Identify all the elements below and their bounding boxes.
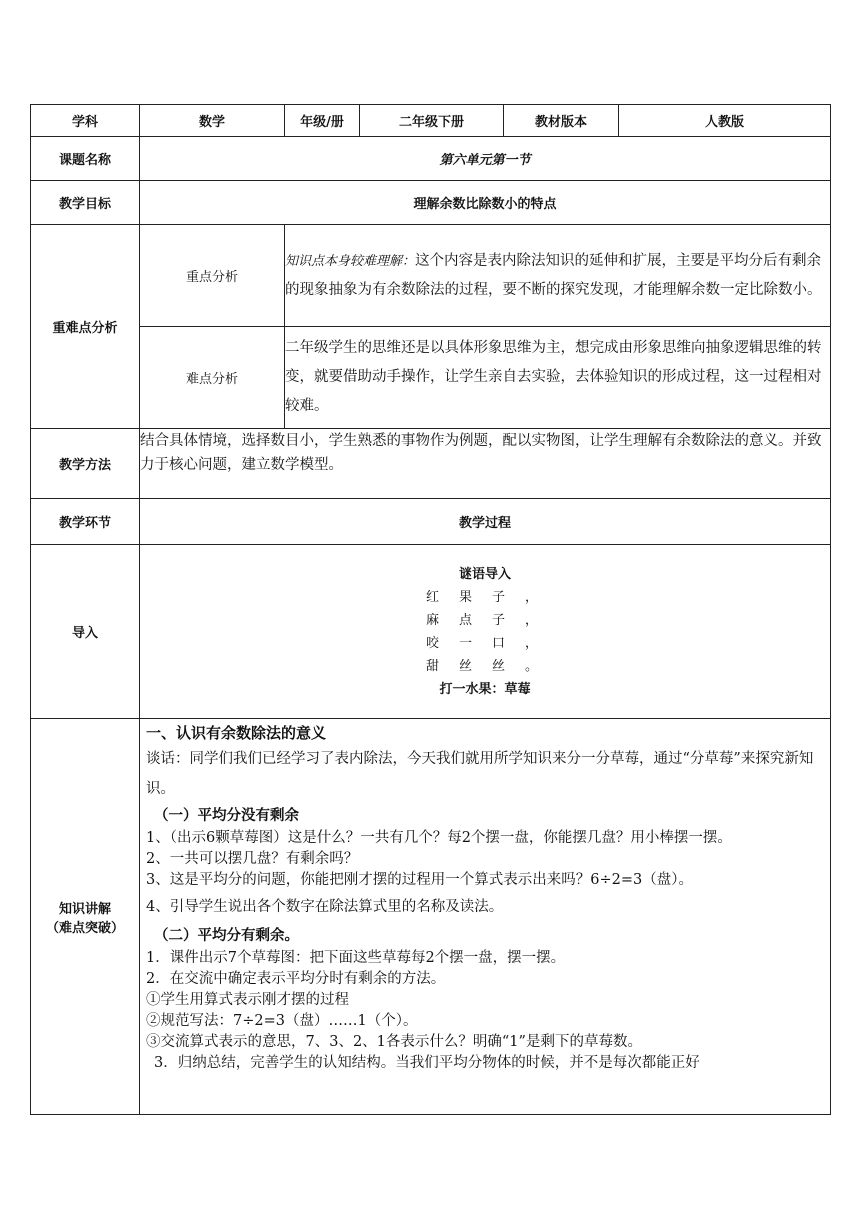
subject-value: 数学	[140, 105, 285, 137]
riddle-block	[140, 545, 831, 719]
step-1-2: 2、一共可以摆几盘？有剩余吗？	[146, 851, 359, 867]
topic-label: 课题名称	[31, 137, 140, 181]
key-point-lead: 知识点本身较难理解：	[285, 253, 416, 269]
step-2-6: 3．归纳总结，完善学生的认知结构。当我们平均分物体的时候，并不是每次都能正好	[154, 1055, 700, 1071]
hard-point-row	[31, 327, 831, 429]
subsection-heading-1: （一）平均分没有剩余	[154, 808, 299, 824]
knowledge-row	[31, 719, 831, 1115]
method-row	[31, 429, 831, 499]
key-point-text	[285, 225, 831, 327]
riddle-answer: 打一水果：草莓	[439, 681, 531, 697]
goal-label: 教学目标	[31, 181, 140, 225]
process-row	[31, 499, 831, 545]
step-2-3: ①学生用算式表示刚才摆的过程	[146, 992, 349, 1008]
hard-point-label: 难点分析	[140, 327, 285, 429]
talk-paragraph: 谈话：同学们我们已经学习了表内除法，今天我们就用所学知识来分一分草莓，通过“分草莓”来探究新知识。	[146, 751, 814, 797]
goal-value: 理解余数比除数小的特点	[140, 181, 831, 225]
intro-label: 导入	[31, 545, 140, 719]
section-heading: 一、认识有余数除法的意义	[146, 724, 327, 742]
key-point-row	[31, 225, 831, 327]
subsection-heading-2: （二）平均分有剩余。	[154, 928, 299, 944]
hard-point-text: 二年级学生的思维还是以具体形象思维为主，想完成由形象思维向抽象逻辑思维的转变，就要借助动手操作，让学生亲自去实验，去体验知识的形成过程，这一过程相对较难。	[285, 327, 831, 429]
edition-value: 人教版	[619, 105, 831, 137]
riddle-line: 甜丝丝。	[425, 658, 558, 674]
riddle-line: 咬一口，	[425, 635, 558, 651]
riddle-title: 谜语导入	[458, 566, 511, 582]
knowledge-content	[140, 719, 831, 1115]
difficulty-label: 重难点分析	[31, 225, 140, 429]
knowledge-label-line1: 知识讲解	[58, 901, 111, 917]
step-2-1: 1．课件出示7个草莓图：把下面这些草莓每2个摆一盘，摆一摆。	[146, 950, 566, 966]
method-text: 结合具体情境，选择数目小，学生熟悉的事物作为例题，配以实物图，让学生理解有余数除法的意义。并致力于核心问题，建立数学模型。	[140, 429, 831, 499]
step-2-5: ③交流算式表示的意思，7、3、2、1各表示什么？明确“1”是剩下的草莓数。	[146, 1034, 642, 1050]
topic-row	[31, 137, 831, 181]
step-2-4: ②规范写法：7÷2=3（盘）……1（个）。	[146, 1013, 418, 1029]
header-row	[31, 105, 831, 137]
knowledge-label-line2: （难点突破）	[45, 920, 124, 936]
riddle-line: 麻点子，	[425, 612, 558, 628]
intro-row	[31, 545, 831, 719]
goal-row	[31, 181, 831, 225]
key-point-label: 重点分析	[140, 225, 285, 327]
grade-value: 二年级下册	[360, 105, 504, 137]
step-1-1: 1、（出示6颗草莓图）这是什么？一共有几个？每2个摆一盘，你能摆几盘？用小棒摆一摆。	[146, 830, 732, 846]
subject-label: 学科	[31, 105, 140, 137]
step-1-4: 4、引导学生说出各个数字在除法算式里的名称及读法。	[146, 899, 504, 915]
riddle-line: 红果子，	[425, 589, 558, 605]
knowledge-label	[31, 719, 140, 1115]
lesson-plan-table	[30, 104, 831, 1115]
step-1-3: 3、这是平均分的问题，你能把刚才摆的过程用一个算式表示出来吗？6÷2=3（盘）。	[146, 872, 693, 888]
step-2-2: 2．在交流中确定表示平均分时有剩余的方法。	[146, 971, 446, 987]
key-point-body: 这个内容是表内除法知识的延伸和扩展，主要是平均分后有剩余的现象抽象为有余数除法的过程，要不断的探究发现，才能理解余数一定比除数小。	[285, 252, 822, 298]
grade-label: 年级/册	[285, 105, 360, 137]
edition-label: 教材版本	[504, 105, 619, 137]
topic-value: 第六单元第一节	[140, 137, 831, 181]
process-label: 教学环节	[31, 499, 140, 545]
method-label: 教学方法	[31, 429, 140, 499]
process-value: 教学过程	[140, 499, 831, 545]
